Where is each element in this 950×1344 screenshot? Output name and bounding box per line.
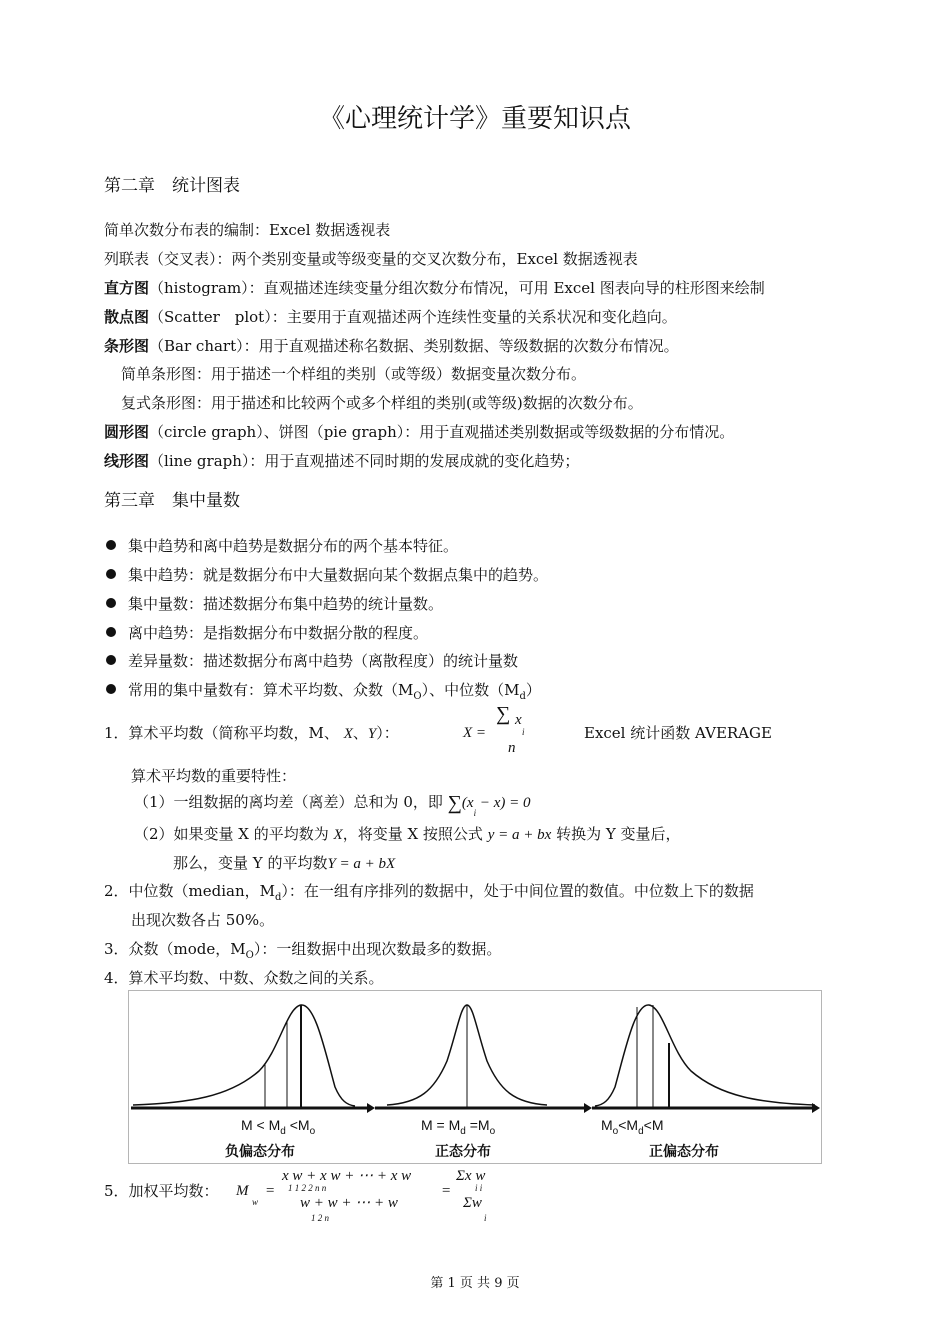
bullet-item: 差异量数：描述数据分布离中趋势（离散程度）的统计量数 [106,651,518,671]
bullet-icon [106,569,116,579]
panel-2-axis-label: $M = M_d =M_o$ [421,1117,496,1137]
weighted-denominator: w + w + ⋯ + w [300,1195,398,1211]
sigma-symbol: ∑ [496,703,511,725]
bullet-icon [106,655,116,665]
ch2-line: 条形图（Bar chart）：用于直观描述称名数据、类别数据、等级数据的次数分布情况。 [104,337,679,355]
properties-heading: 算术平均数的重要特性： [131,767,297,785]
property-2-continuation: 那么，变量 Y 的平均数Y = a + bX [173,854,396,872]
bullet-item: 集中量数：描述数据分布集中趋势的统计量数。 [106,594,443,614]
weighted-numerator: x w + x w + ⋯ + x w [282,1168,412,1184]
sum-numerator-subscript: i i [475,1183,483,1193]
property-2: （2）如果变量 X 的平均数为 X，将变量 X 按照公式 y = a + bx 转换为 Y 变量后， [134,825,681,843]
sum-numerator: Σx w [456,1168,486,1184]
ch2-line: 散点图（Scatter plot）：主要用于直观描述两个连续性变量的关系状况和变化趋向。 [104,308,677,326]
panel-1-name: 负偏态分布 [225,1143,295,1159]
item-2-median: 2．中位数（median，$M_d$）：在一组有序排列的数据中，处于中间位置的数值。中位数上下的数据 [104,882,754,903]
ch2-line: 线形图（line graph）：用于直观描述不同时期的发展成就的变化趋势； [104,452,580,470]
mean-formula: X = [463,725,487,741]
equals-sign: = [441,1183,452,1199]
page-title: 《心理统计学》重要知识点 [318,104,631,134]
ch2-line: 列联表（交叉表）：两个类别变量或等级变量的交叉次数分布，Excel 数据透视表 [104,250,638,268]
sum-denominator-subscript: i [484,1213,487,1223]
bullet-item: 集中趋势：就是数据分布中大量数据向某个数据点集中的趋势。 [106,565,548,585]
item-3-mode: 3．众数（mode，$M_O$）：一组数据中出现次数最多的数据。 [104,940,502,961]
chapter-3-heading: 第三章 集中量数 [104,491,240,511]
item-4-relationship: 4．算术平均数、中数、众数之间的关系。 [104,969,384,987]
page-footer: 第 1 页 共 9 页 [430,1276,520,1291]
sum-denominator: Σw [463,1195,482,1211]
item-5-weighted-mean: 5．加权平均数： [104,1182,219,1200]
numerator-subscripts: 1 1 2 2 n n [288,1183,327,1193]
positive-skew-curve [595,1005,815,1106]
bullet-icon [106,598,116,608]
negative-skew-curve [133,1005,355,1106]
item-2-continuation: 出现次数各占 50%。 [131,911,275,929]
formula-subscript: i [522,727,525,737]
axis-arrow-icon [584,1103,592,1113]
distribution-figure [128,990,822,1164]
bullet-item: 集中趋势和离中趋势是数据分布的两个基本特征。 [106,536,458,556]
distribution-curves [129,991,821,1163]
ch2-line: 简单条形图：用于描述一个样组的类别（或等级）数据变量次数分布。 [121,365,587,383]
axis-arrow-icon [367,1103,375,1113]
bullet-item: 离中趋势：是指数据分布中数据分散的程度。 [106,623,428,643]
bullet-item: 常用的集中量数有：算术平均数、众数$(M_O)$、中位数$(M_d)$ [106,680,541,707]
panel-1-axis-label: $M < M_d <M_o$ [241,1117,316,1137]
property-1: （1）一组数据的离均差（离差）总和为 0，即 $\sum(x_i - x) = 0$ [134,792,531,818]
denominator-subscripts: 1 2 n [311,1213,329,1223]
chapter-2-heading: 第二章 统计图表 [104,176,240,196]
ch2-line: 复式条形图：用于描述和比较两个或多个样组的类别(或等级)数据的次数分布。 [121,394,643,412]
formula-numerator: x [515,712,522,728]
excel-function-note: Excel 统计函数 AVERAGE [584,724,772,742]
item-1-mean: 1．算术平均数（简称平均数，M、 X、Y）： [104,724,399,742]
panel-3-axis-label: $M_o<M_d<M$ [601,1117,664,1137]
ch2-line: 简单次数分布表的编制：Excel 数据透视表 [104,221,391,239]
ch2-line: 圆形图（circle graph）、饼图（pie graph）：用于直观描述类别数据或等级数据的分布情况。 [104,423,735,441]
bullet-icon [106,540,116,550]
equals-sign: = [265,1183,276,1199]
panel-3-name: 正偏态分布 [649,1143,719,1159]
weighted-mean-symbol: M [236,1183,249,1199]
bullet-icon [106,627,116,637]
ch2-line: 直方图（histogram）：直观描述连续变量分组次数分布情况，可用 Excel 图表向导的柱形图来绘制 [104,279,765,297]
bullet-icon [106,684,116,694]
formula-denominator: n [508,740,516,756]
weighted-mean-subscript: w [252,1197,259,1207]
panel-2-name: 正态分布 [435,1143,491,1159]
